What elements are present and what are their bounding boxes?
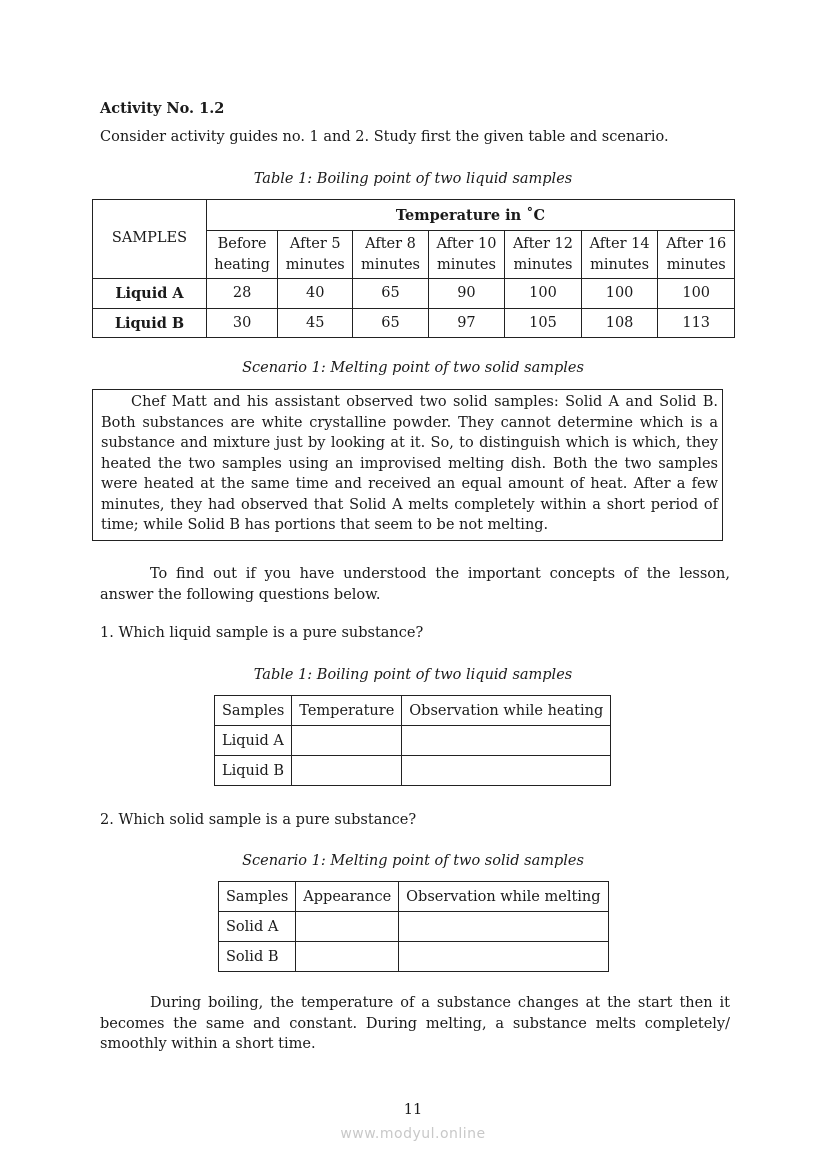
table-cell: 30	[207, 309, 278, 338]
answer-cell[interactable]	[399, 942, 608, 972]
instructions-paragraph: To find out if you have understood the important concepts of the lesson, answer the following questions below.	[100, 566, 730, 603]
table-header-row	[215, 696, 611, 726]
activity-heading: Activity No. 1.2	[100, 100, 225, 117]
row-label: Solid B	[219, 942, 296, 972]
question1-table-caption: Table 1: Boiling point of two liquid samples	[253, 667, 573, 683]
answer-cell[interactable]	[402, 726, 611, 756]
column-header: Temperature	[292, 696, 402, 726]
table-cell: 65	[353, 279, 428, 309]
answer-cell[interactable]	[296, 942, 399, 972]
table-cell: 65	[353, 309, 428, 338]
activity-intro: Consider activity guides no. 1 and 2. Study first the given table and scenario.	[100, 129, 669, 145]
question-2: 2. Which solid sample is a pure substance?	[100, 812, 417, 828]
table-cell: 90	[428, 279, 505, 309]
table-row	[219, 912, 609, 942]
row-label: Liquid B	[93, 309, 207, 338]
column-header: Samples	[215, 696, 292, 726]
question-1: 1. Which liquid sample is a pure substance?	[100, 625, 424, 641]
table-cell: 108	[581, 309, 658, 338]
row-label: Solid A	[219, 912, 296, 942]
table-row	[215, 726, 611, 756]
scenario1-caption: Scenario 1: Melting point of two solid samples	[242, 360, 584, 376]
column-header: After 14 minutes	[581, 231, 658, 279]
table-cell: 40	[278, 279, 353, 309]
column-header: After 5 minutes	[278, 231, 353, 279]
boiling-point-table	[92, 199, 735, 338]
column-header: Appearance	[296, 882, 399, 912]
table-cell: 100	[581, 279, 658, 309]
table-cell: 113	[658, 309, 735, 338]
column-header: Before heating	[207, 231, 278, 279]
table-cell: 97	[428, 309, 505, 338]
answer-cell[interactable]	[399, 912, 608, 942]
column-header: Observation while heating	[402, 696, 611, 726]
column-header: After 12 minutes	[505, 231, 582, 279]
answer-cell[interactable]	[292, 726, 402, 756]
column-header: After 16 minutes	[658, 231, 735, 279]
table-row	[93, 309, 735, 338]
samples-header: SAMPLES	[93, 200, 207, 279]
row-label: Liquid A	[215, 726, 292, 756]
column-header: Samples	[219, 882, 296, 912]
table1-caption: Table 1: Boiling point of two liquid samples	[253, 171, 573, 187]
answer-cell[interactable]	[402, 756, 611, 786]
question2-table-caption: Scenario 1: Melting point of two solid samples	[242, 853, 584, 869]
table-cell: 100	[505, 279, 582, 309]
row-label: Liquid A	[93, 279, 207, 309]
answer-cell[interactable]	[296, 912, 399, 942]
table-cell: 100	[658, 279, 735, 309]
scenario-box	[92, 389, 723, 541]
page-number: 11	[403, 1102, 423, 1118]
table-cell: 45	[278, 309, 353, 338]
row-label: Liquid B	[215, 756, 292, 786]
table-header-row	[219, 882, 609, 912]
scenario-text: Chef Matt and his assistant observed two solid samples: Solid A and Solid B. Both substances are white crystalline powder. They cannot determine which is a substance and mixture just by looking at it. So, to distinguish which is which, they heated the two samples using an improvised melting dish. Both the two samples were heated at the same time and received an equal amount of heat. After a few minutes, they had observed that Solid A melts completely within a short period of time; while Solid B has portions that seem to be not melting.	[101, 394, 718, 533]
table-cell: 105	[505, 309, 582, 338]
temperature-group-header: Temperature in ˚C	[207, 200, 735, 231]
liquid-answer-table	[214, 695, 611, 786]
summary-paragraph: During boiling, the temperature of a substance changes at the start then it becomes the same and constant. During melting, a substance melts completely/ smoothly within a short time.	[100, 995, 730, 1052]
column-header: Observation while melting	[399, 882, 608, 912]
answer-cell[interactable]	[292, 756, 402, 786]
table-row	[93, 279, 735, 309]
column-header: After 10 minutes	[428, 231, 505, 279]
table-cell: 28	[207, 279, 278, 309]
table-row	[215, 756, 611, 786]
column-header: After 8 minutes	[353, 231, 428, 279]
watermark: www.modyul.online	[340, 1126, 486, 1142]
table-row	[219, 942, 609, 972]
solid-answer-table	[218, 881, 609, 972]
